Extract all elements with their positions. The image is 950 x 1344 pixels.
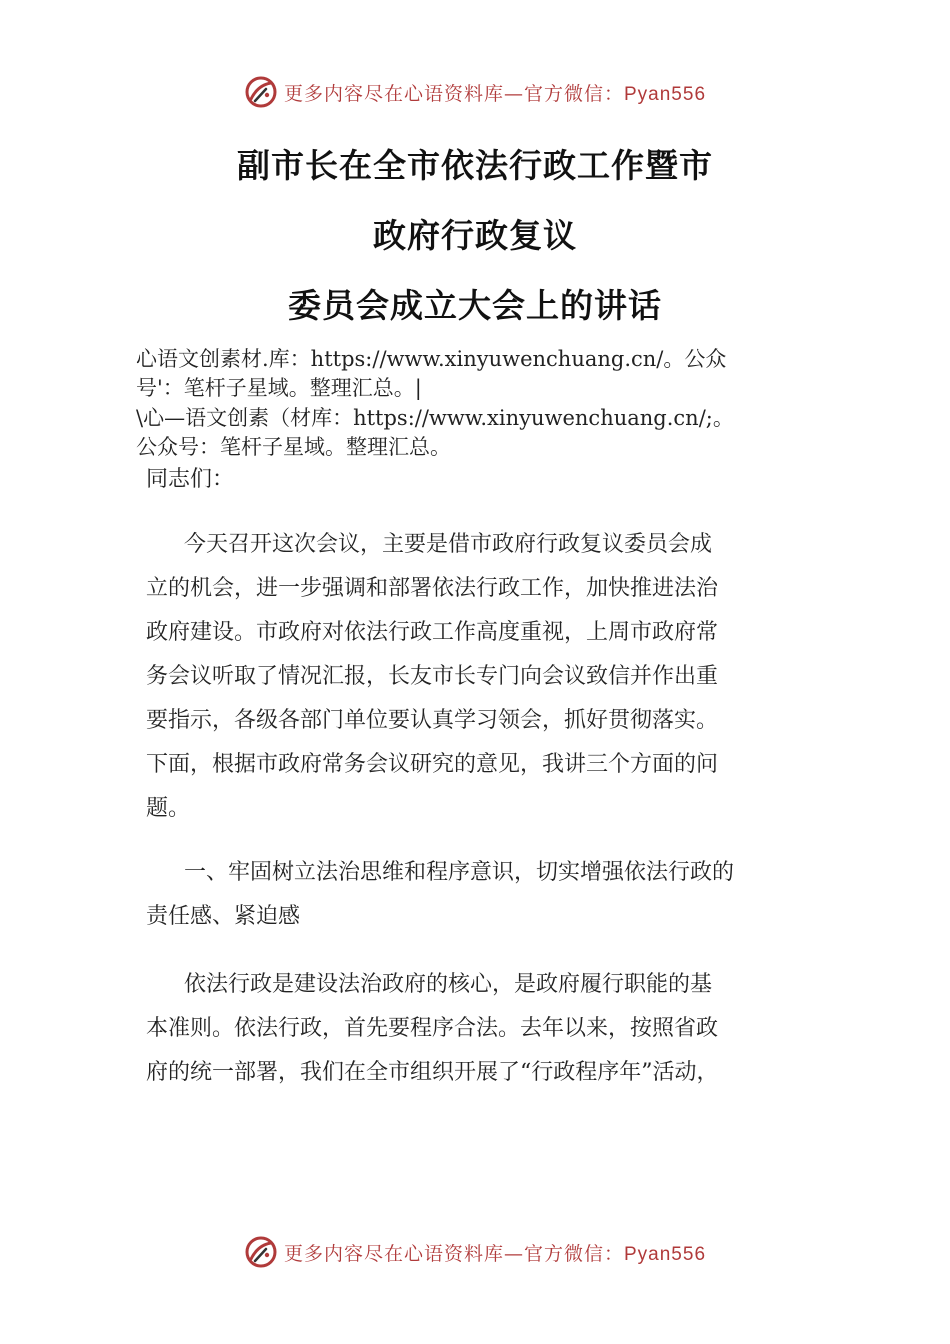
source-notice-line-1: 心语文创素材.库：https://www.xinyuwenchuang.cn/。公众	[136, 347, 727, 371]
banner-library-text: 更多内容尽在心语资料库	[283, 82, 504, 105]
banner-separator: —	[503, 82, 524, 105]
banner-text	[284, 79, 706, 106]
paragraph-2-line: 府的统一部署，我们在全市组织开展了“行政程序年”活动，	[146, 1060, 719, 1085]
greeting: 同志们：	[146, 467, 235, 492]
banner-library-text: 更多内容尽在心语资料库	[283, 1242, 504, 1265]
paragraph-1-line: 要指示，各级各部门单位要认真学习领会，抓好贯彻落实。	[146, 708, 719, 733]
brush-circle-logo-icon	[244, 1235, 278, 1269]
brush-circle-logo-icon	[244, 75, 278, 109]
banner-wechat-label: 官方微信：	[523, 82, 624, 105]
paragraph-1-line: 题。	[146, 796, 191, 821]
banner-wechat-id: Pyan556	[624, 1243, 707, 1265]
section-heading-1-line: 一、牢固树立法治思维和程序意识，切实增强依法行政的	[184, 860, 735, 885]
paragraph-1-line: 今天召开这次会议，主要是借市政府行政复议委员会成	[184, 532, 713, 557]
banner-separator: —	[503, 1242, 524, 1265]
document-title-line-2: 政府行政复议	[373, 216, 577, 255]
paragraph-1-line: 务会议听取了情况汇报，长友市长专门向会议致信并作出重	[146, 664, 719, 689]
banner-wechat-label: 官方微信：	[523, 1242, 624, 1265]
document-title-line-1: 副市长在全市依法行政工作暨市	[237, 146, 713, 185]
paragraph-1-line: 下面，根据市政府常务会议研究的意见，我讲三个方面的问	[146, 752, 719, 777]
banner-wechat-id: Pyan556	[624, 83, 707, 105]
paragraph-1-line: 立的机会，进一步强调和部署依法行政工作，加快推进法治	[146, 576, 719, 601]
source-notice-line-3: \心—语文创素（材库：https://www.xinyuwenchuang.cn/;。	[136, 406, 734, 430]
source-notice-line-2: 号'：笔杆子星域。整理汇总。|	[136, 376, 422, 400]
document-title-line-3: 委员会成立大会上的讲话	[288, 286, 662, 325]
header-banner	[0, 72, 950, 112]
paragraph-1-line: 政府建设。市政府对依法行政工作高度重视，上周市政府常	[146, 620, 719, 645]
paragraph-2-line: 本准则。依法行政，首先要程序合法。去年以来，按照省政	[146, 1016, 719, 1041]
paragraph-2-line: 依法行政是建设法治政府的核心，是政府履行职能的基	[184, 972, 713, 997]
section-heading-1-line: 责任感、紧迫感	[146, 904, 301, 929]
source-notice-line-4: 公众号：笔杆子星域。整理汇总。	[136, 435, 451, 459]
footer-banner	[0, 1232, 950, 1272]
banner-text	[284, 1239, 706, 1266]
